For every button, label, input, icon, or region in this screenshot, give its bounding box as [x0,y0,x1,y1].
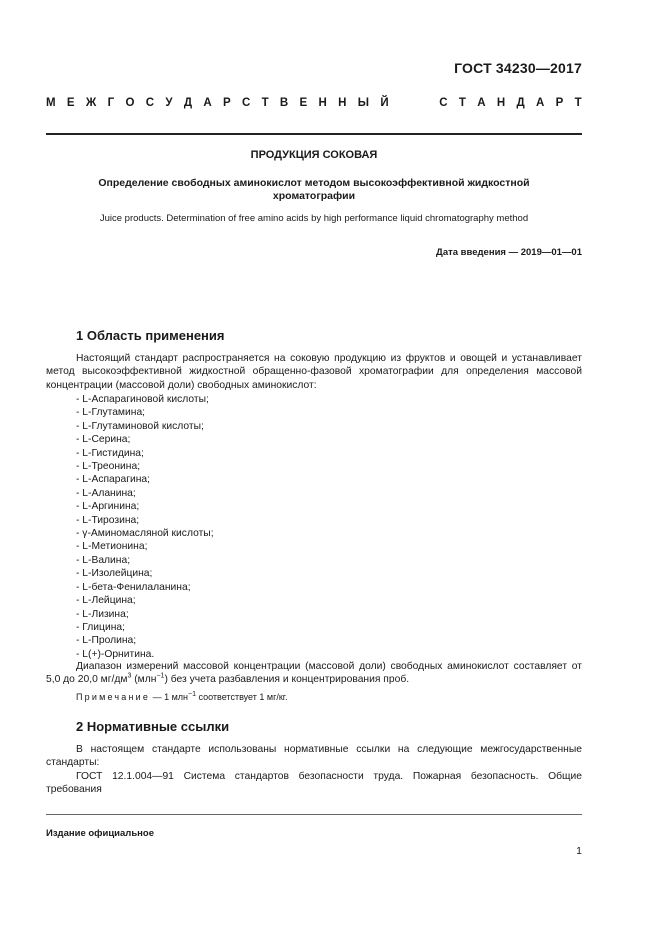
banner-letter: Е [66,97,75,109]
banner-letter: А [535,97,545,109]
list-item: - L-Валина; [76,554,214,567]
note-label: Примечание [76,692,151,702]
banner-letter: Н [496,97,506,109]
list-item: - L-Серина; [76,433,214,446]
header-rule [46,133,582,135]
range-text: Диапазон измерений массовой концентрации (массовой доли) свободных аминокислот составляет от 5,0 до 20,0 мг/дм [46,661,582,686]
note-superscript: −1 [188,691,196,698]
english-title: Juice products. Determination of free amino acids by high performance liquid chromatography method [99,213,529,224]
reference-entry: ГОСТ 12.1.004—91 Система стандартов безопасности труда. Пожарная безопасность. Общие требования [46,771,582,796]
banner-letter: А [477,97,486,109]
amino-acid-list [76,393,214,661]
banner-letter: Т [458,97,466,109]
official-edition-label: Издание официальное [46,828,154,839]
references-intro: В настоящем стандарте использованы нормативные ссылки на следующие межгосударственные стандарты: [46,744,582,769]
introduction-date: Дата введения — 2019—01—01 [436,247,582,258]
list-item: - L-Тирозина; [76,514,214,527]
banner-letter: М [46,97,56,109]
footer-rule [46,814,582,815]
list-item: - L-Лейцина; [76,594,214,607]
list-item: - L-Аргинина; [76,500,214,513]
banner-letter: С [241,97,251,109]
list-item: - L-Аспарагина; [76,473,214,486]
list-item: - L-Треонина; [76,460,214,473]
section-1-intro [46,352,582,392]
scope-paragraph: Настоящий стандарт распространяется на соковую продукцию из фруктов и овощей и устанавливает метод высокоэффективной жидкостной обращенно-фазовой хроматографии для определения массовой концентрации (массовой доли) свободных аминокислот: [46,353,582,391]
banner-letter: Р [222,97,231,109]
banner-letter: Н [338,97,347,109]
gost-number: ГОСТ 34230—2017 [454,60,582,76]
list-item: - L-Изолейцина; [76,567,214,580]
banner-letter: Т [574,97,582,109]
list-item: - L-Аланина; [76,487,214,500]
interstate-standard-banner [46,97,582,109]
list-item: - L-Глутамина; [76,406,214,419]
list-item: - L-Метионина; [76,540,214,553]
banner-letter: Е [299,97,308,109]
banner-letter: Ж [85,97,97,109]
banner-letter: Г [107,97,115,109]
page-number: 1 [576,845,582,857]
range-text: ) без учета разбавления и концентрирования проб. [164,674,410,686]
list-item: - L-Пролина; [76,634,214,647]
banner-letter: Р [555,97,564,109]
banner-letter: Н [318,97,327,109]
section-1-heading: 1 Область применения [76,328,225,343]
list-item: - L-Лизина; [76,608,214,621]
banner-letter: С [145,97,155,109]
range-superscript: 3 [127,672,132,680]
banner-gap [400,97,428,109]
banner-letter: В [279,97,289,109]
section-2-heading: 2 Нормативные ссылки [76,719,230,734]
list-item: - L-Гистидина; [76,447,214,460]
banner-letter: Д [183,97,193,109]
measurement-range-paragraph [46,660,582,687]
document-title: ПРОДУКЦИЯ СОКОВАЯ [250,149,378,161]
note-text: соответствует 1 мг/кг. [196,692,288,702]
banner-letter: У [165,97,173,109]
list-item: - γ-Аминомасляной кислоты; [76,527,214,540]
list-item: - L(+)-Орнитина. [76,648,214,661]
note-text: — 1 млн [150,692,189,702]
banner-letter: Д [516,97,525,109]
range-superscript: −1 [156,672,165,680]
banner-letter: О [125,97,135,109]
document-subtitle: Определение свободных аминокислот методом высокоэффективной жидкостной хроматографии [98,177,530,202]
list-item: - L-Глутаминовой кислоты; [76,420,214,433]
banner-letter: С [439,97,448,109]
range-text: (млн [131,674,157,686]
banner-letter: Й [380,97,389,109]
list-item: - L-Аспарагиновой кислоты; [76,393,214,406]
list-item: - L-бета-Фенилаланина; [76,581,214,594]
banner-letter: Ы [357,97,370,109]
list-item: - Глицина; [76,621,214,634]
banner-letter: Т [261,97,269,109]
note [76,692,287,702]
banner-letter: А [203,97,212,109]
